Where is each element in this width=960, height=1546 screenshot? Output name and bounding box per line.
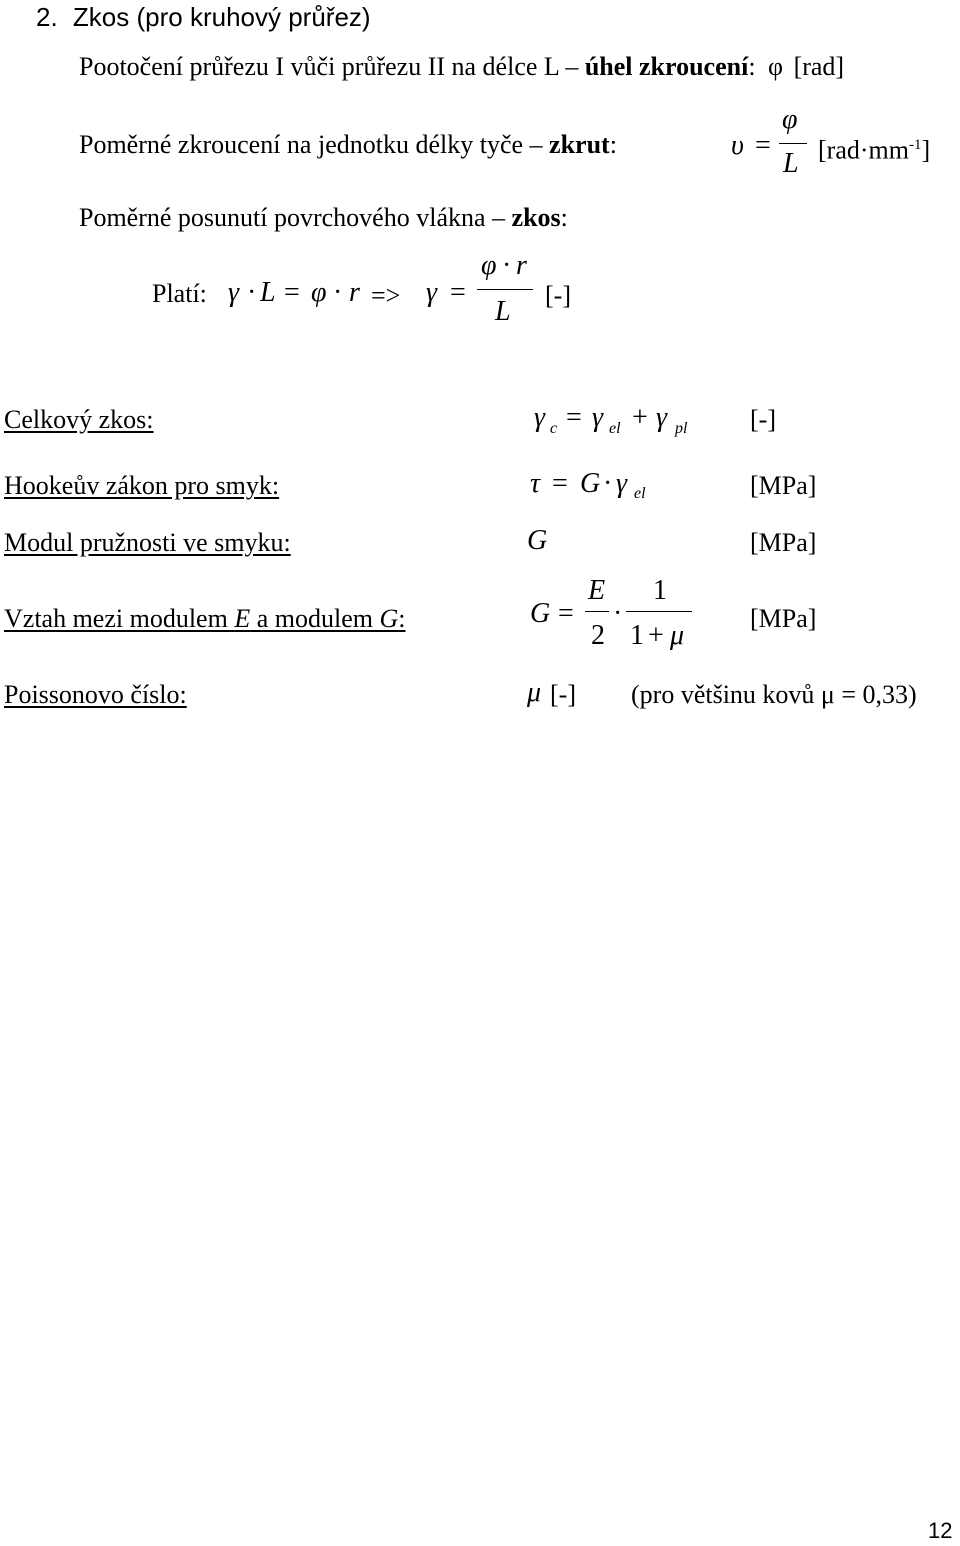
dot-operator: · [859,135,869,165]
twist-rate-unit [818,130,930,166]
poisson-ratio-label: Poissonovo číslo: [4,680,187,709]
subscript-el: el [609,420,621,437]
modulus-relation-label [4,604,406,634]
fraction-numerator-r: r [516,250,527,281]
fraction-numerator-phi: φ [481,250,497,281]
total-shear-label: Celkový zkos: [4,405,154,434]
fraction-numerator: φ [782,104,798,135]
gamma-symbol: γ [228,277,240,308]
fraction-bar [477,289,533,290]
page-number: 12 [928,1518,953,1543]
twist-rate-lhs: υ [731,130,744,161]
shear-strain-term: zkos [511,203,561,232]
gamma-symbol: γ [592,402,604,433]
shear-modulus-unit: [MPa] [750,528,817,557]
shear-strain-text: Poměrné posunutí povrchového vlákna – [79,203,512,232]
label-part: a modulem [250,604,380,633]
total-shear-unit: [-] [750,405,776,434]
section-heading [36,2,371,32]
implies-arrow: => [371,281,401,310]
fraction-denominator: L [495,296,511,327]
poisson-ratio-note: (pro většinu kovů μ = 0,33) [631,680,917,709]
plus-sign: + [648,620,664,651]
fraction-numerator-1: 1 [653,575,667,606]
unit-exponent: -1 [908,137,922,153]
shear-modulus-label: Modul pružnosti ve smyku: [4,528,291,557]
twist-angle-line [79,52,844,82]
colon: : [398,604,406,633]
dot-operator: · [333,277,343,308]
twist-rate-line [79,130,617,160]
label-part: Vztah mezi modulem [4,604,235,633]
fraction-bar [585,611,609,612]
plus-sign: + [632,402,648,433]
mu-symbol: μ [670,620,685,651]
unit-part: mm [868,135,909,165]
mu-symbol: μ [527,677,542,708]
poisson-ratio-unit: [-] [550,680,576,709]
gamma-symbol: γ [426,277,438,308]
youngs-modulus-symbol: E [234,604,251,633]
tau-symbol: τ [530,468,541,499]
hooke-law-label: Hookeův zákon pro smyk: [4,471,280,500]
equals-sign: = [755,130,771,161]
shear-modulus-symbol: G [527,525,548,556]
fraction-denominator-2: 2 [591,620,605,651]
section-title: Zkos (pro kruhový průřez) [72,2,371,32]
fraction-bar [626,611,692,612]
colon: : [748,52,756,81]
twist-rate-term: zkrut [549,130,610,159]
subscript-el: el [634,485,646,502]
gamma-symbol: γ [616,468,628,499]
radius-symbol: r [349,277,360,308]
colon: : [560,203,568,232]
fraction-bar [779,143,807,144]
phi-symbol: φ [768,52,784,81]
subscript-c: c [550,420,558,437]
plati-label: Platí: [152,279,207,308]
twist-angle-term: úhel zkroucení [584,52,749,81]
dot-operator: · [502,250,512,281]
twist-angle-text: Pootočení průřezu I vůči průřezu II na délce L – [79,52,585,81]
section-number: 2. [36,2,58,32]
equals-sign: = [558,598,574,629]
fraction-denominator: L [783,148,799,179]
modulus-relation-unit: [MPa] [750,604,817,633]
hooke-law-unit: [MPa] [750,471,817,500]
unit-part: ] [921,135,931,165]
fraction-numerator-e: E [588,575,606,606]
shear-modulus-symbol: G [580,468,601,499]
shear-strain-line [79,203,568,233]
gamma-symbol: γ [656,402,668,433]
twist-rate-text: Poměrné zkroucení na jednotku délky tyče – [79,130,550,159]
length-symbol: L [260,277,276,308]
twist-angle-unit: [rad] [793,52,845,81]
shear-modulus-symbol: G [379,604,399,633]
subscript-pl: pl [675,420,688,437]
denominator-one: 1 [630,620,644,651]
unit-part: [rad [818,135,860,165]
gamma-symbol: γ [534,402,546,433]
equals-sign: = [284,277,300,308]
equals-sign: = [566,402,582,433]
dot-operator: · [247,277,257,308]
phi-symbol: φ [311,277,327,308]
dot-operator: · [613,598,623,629]
equals-sign: = [552,468,568,499]
shear-modulus-symbol: G [530,598,551,629]
equals-sign: = [450,277,466,308]
colon: : [609,130,617,159]
dot-operator: · [603,468,613,499]
shear-strain-unit: [-] [545,281,571,310]
